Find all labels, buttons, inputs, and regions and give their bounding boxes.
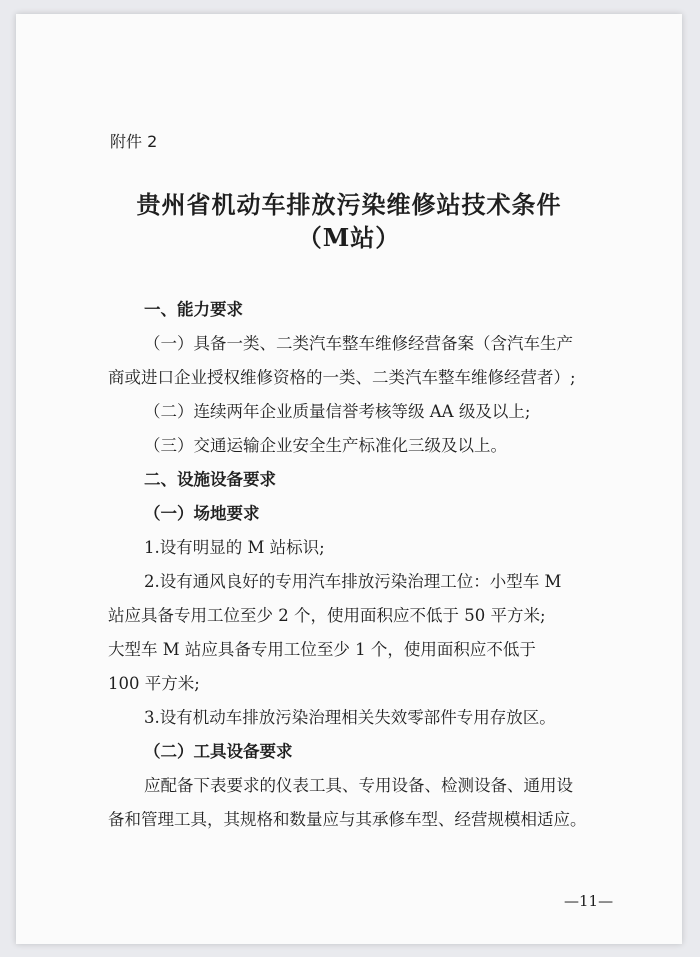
document-subtitle: （M站） — [297, 223, 401, 252]
subsection-heading-site: （一）场地要求 — [144, 504, 260, 523]
document-page — [16, 14, 682, 944]
paragraph-line: 备和管理工具，其规格和数量应与其承修车型、经营规模相适应。 — [108, 810, 587, 829]
paragraph-line: 2.设有通风良好的专用汽车排放污染治理工位：小型车 M — [144, 572, 562, 591]
subsection-heading-tools: （二）工具设备要求 — [144, 742, 293, 761]
paragraph-line: （三）交通运输企业安全生产标准化三级及以上。 — [144, 436, 507, 455]
paragraph-line: 站应具备专用工位至少 2 个，使用面积应不低于 50 平方米; — [108, 606, 546, 625]
paragraph-line: 商或进口企业授权维修资格的一类、二类汽车整车维修经营者）; — [108, 368, 576, 387]
paragraph-line: （二）连续两年企业质量信誉考核等级 AA 级及以上; — [144, 402, 531, 421]
paragraph-line: 大型车 M 站应具备专用工位至少 1 个，使用面积应不低于 — [108, 640, 536, 659]
paragraph-line: 3.设有机动车排放污染治理相关失效零部件专用存放区。 — [144, 708, 556, 727]
section-heading-capability: 一、能力要求 — [144, 300, 243, 319]
section-heading-facilities: 二、设施设备要求 — [144, 470, 276, 489]
paragraph-line: （一）具备一类、二类汽车整车维修经营备案（含汽车生产 — [144, 334, 573, 353]
page-number: —11— — [564, 892, 614, 910]
document-title: 贵州省机动车排放污染维修站技术条件 — [136, 190, 562, 219]
attachment-label: 附件 2 — [110, 132, 158, 151]
paragraph-line: 1.设有明显的 M 站标识; — [144, 538, 325, 557]
paragraph-line: 100 平方米; — [108, 674, 200, 693]
paragraph-line: 应配备下表要求的仪表工具、专用设备、检测设备、通用设 — [144, 776, 573, 795]
